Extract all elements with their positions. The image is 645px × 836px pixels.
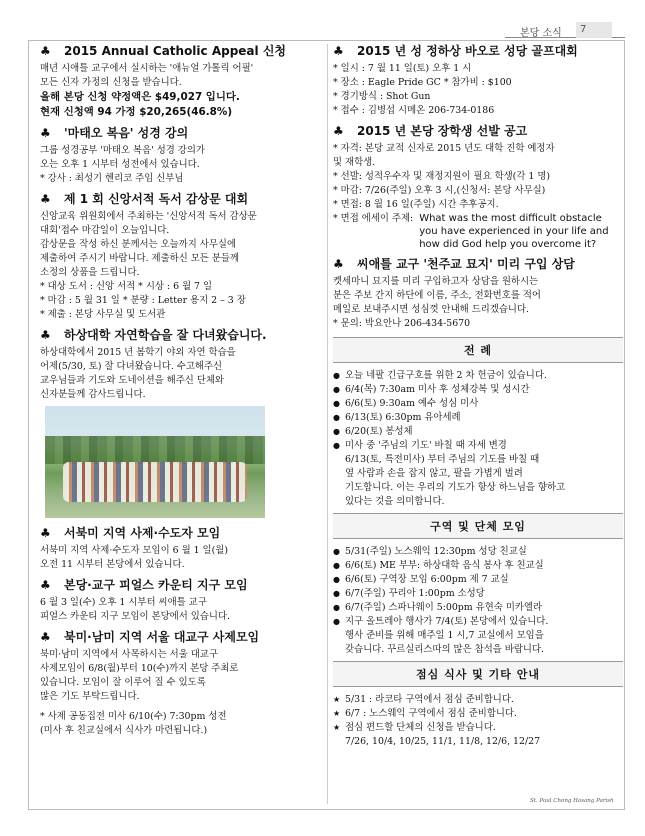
fleur-arrow-icon: ♣: [40, 630, 51, 644]
section-body: 6 월 3 일(수) 오후 1 시부터 씨애틀 교구 피얼스 카운티 지구 모임이 본당에서 있습니다.: [40, 597, 230, 622]
section-body: 매년 시애틀 교구에서 실시하는 '애뉴얼 가톨릭 어필' 모든 신자 가정의 신청을 받습니다.: [40, 63, 254, 88]
group-photo: [45, 406, 265, 518]
circle-bullet-icon: ●: [333, 575, 340, 584]
photo-people: [63, 462, 247, 502]
circle-bullet-icon: ●: [333, 399, 340, 408]
list-item: ★ 6/7 : 노스웨익 구역에서 점심 준비합니다.: [333, 708, 517, 719]
section-golf: [333, 44, 623, 118]
section-body: 서북미 지역 사제·수도자 모임이 6 월 1 일(월) 오전 11 시부터 본당에서 있습니다.: [40, 545, 228, 570]
section-priests-meeting: [40, 526, 325, 572]
list-item: ● 미사 중 '주님의 기도' 바칠 때 자세 변경 6/13(토, 특전미사) 부터 주님의 기도를 바칠 때 옆 사람과 손을 잡지 않고, 팔을 가볍게 벌려 기도합니다. 이는 우리의 기도가 항상 하느님을 향하고 있다는 것을 의미합니다.: [333, 440, 566, 507]
essay-topic: What was the most difficult obstacle you have experienced in your life and how did God help you overcome it?: [419, 213, 609, 250]
section-highlight: 올해 본당 신청 약정액은 $49,027 입니다. 현재 신청액 94 가정 $20,265(46.8%): [40, 91, 240, 118]
circle-bullet-icon: ●: [333, 441, 340, 450]
section-bible-lecture: [40, 126, 325, 186]
fleur-arrow-icon: ♣: [40, 126, 51, 140]
star-bullet-icon: ★: [333, 709, 341, 718]
section-field-trip: [40, 328, 325, 518]
section-cemetery: [333, 257, 623, 331]
section-title: 씨애틀 교구 '천주교 묘지' 미리 구입 상담: [357, 257, 575, 271]
liturgy-heading: 전 례: [333, 337, 623, 363]
section-title: 2015 년 본당 장학생 선발 공고: [357, 124, 528, 138]
fleur-arrow-icon: ♣: [40, 526, 51, 540]
groups-list: [333, 545, 623, 657]
list-item: ● 6/7(주일) 꾸리아 1:00pm 소성당: [333, 588, 485, 599]
footer-text: St. Paul Chong Hasang Parish: [530, 798, 614, 804]
section-body: 신앙교육 위원회에서 주최하는 '신앙서적 독서 감상문 대회'접수 마감일이 오늘입니다. 감상문을 작성 하신 분께서는 오늘까지 사무실에 제출하여 주시기 바랍니다. 제출하신 모든 분들께 소정의 상품을 드립니다. * 대상 도서 : 신앙 서적 * 시상 : 6 월 7 일 * 마감 : 5 월 31 일 * 분량 : Letter 용지 2 – 3 장 * 제출 : 본당 사무실 및 도서관: [40, 211, 257, 320]
fleur-arrow-icon: ♣: [333, 44, 344, 58]
section-title: 제 1 회 신앙서적 독서 감상문 대회: [64, 192, 249, 206]
list-item: ● 6/13(토) 6:30pm 유아세례: [333, 412, 461, 423]
fleur-arrow-icon: ♣: [333, 124, 344, 138]
photo-trees: [45, 436, 265, 464]
section-scholarship: [333, 124, 623, 251]
section-seoul-priests: [40, 630, 325, 738]
liturgy-list: [333, 369, 623, 509]
fleur-arrow-icon: ♣: [333, 257, 344, 271]
section-title: 하상대학 자연학습을 잘 다녀왔습니다.: [64, 328, 267, 342]
meal-list: [333, 693, 623, 749]
section-title: 북미·남미 지역 서울 대교구 사제모임: [64, 630, 260, 644]
fleur-arrow-icon: ♣: [40, 328, 51, 342]
section-body: 그룹 성경공부 '마태오 복음' 성경 강의가 오는 오후 1 시부터 성전에서 있습니다. * 강사 : 최성기 헨리코 주임 신부님: [40, 145, 205, 184]
list-item: ★ 점심 편드할 단체의 신청을 받습니다. 7/26, 10/4, 10/25, 11/1, 11/8, 12/6, 12/27: [333, 722, 541, 747]
list-item: ● 6/6(토) 구역장 모임 6:00pm 제 7 교실: [333, 574, 509, 585]
section-body: 켓세마니 묘지를 미리 구입하고자 상담을 원하시는 분은 주보 간지 하단에 이름, 주소, 전화번호를 적어 메일로 보내주시면 성심껏 안내해 드리겠습니다. * 문의: 박요안나 206-434-5670: [333, 276, 541, 329]
groups-heading: 구역 및 단체 모임: [333, 513, 623, 539]
column-divider: [327, 44, 328, 804]
list-item: ● 5/31(주일) 노스웨익 12:30pm 성당 친교실: [333, 546, 527, 557]
fleur-arrow-icon: ♣: [40, 44, 51, 58]
star-bullet-icon: ★: [333, 723, 341, 732]
header-label: 본당 소식: [520, 28, 562, 39]
circle-bullet-icon: ●: [333, 547, 340, 556]
page-number: 7: [576, 22, 612, 38]
circle-bullet-icon: ●: [333, 617, 340, 626]
circle-bullet-icon: ●: [333, 427, 340, 436]
section-body: * 자격: 본당 교적 신자로 2015 년도 대학 진학 예정자 및 재학생. * 선발: 성적우수자 및 재정지원이 필요 학생(각 1 명) * 마감: 7/26(주일) 오후 3 시,(신청서: 본당 사무실) * 면접: 8 월 16 일(주일) 시간 추후공지.: [333, 143, 555, 210]
meal-heading: 점심 식사 및 기타 안내: [333, 661, 623, 687]
section-body: * 일시 : 7 월 11 일(토) 오후 1 시 * 장소 : Eagle Pride GC * 참가비 : $100 * 경기방식 : Shot Gun * 접수 : 김병섭 시메온 206-734-0186: [333, 63, 512, 116]
section-title: 본당·교구 피얼스 카운티 지구 모임: [64, 578, 248, 592]
circle-bullet-icon: ●: [333, 413, 340, 422]
list-item: ● 오늘 네팔 긴급구호를 위한 2 차 헌금이 있습니다.: [333, 370, 547, 381]
list-item: ● 6/6(토) 9:30am 예수 성심 미사: [333, 398, 479, 409]
circle-bullet-icon: ●: [333, 561, 340, 570]
section-pierce-county: [40, 578, 325, 624]
circle-bullet-icon: ●: [333, 589, 340, 598]
section-body: 북미·남미 지역에서 사목하시는 서울 대교구 사제모임이 6/8(월)부터 10(수)까지 본당 주최로 있습니다. 모임이 잘 이루어 질 수 있도록 많은 기도 부탁드립니다.: [40, 649, 239, 702]
circle-bullet-icon: ●: [333, 385, 340, 394]
section-body: 하상대학에서 2015 년 봄학기 야외 자연 학습을 어제(5/30, 토) 잘 다녀왔습니다. 수고해주신 교우님들과 기도와 도네이션을 해주신 단체와 신자분들께 감사드립니다.: [40, 347, 236, 400]
list-item: ● 6/4(목) 7:30am 미사 후 성체강복 및 성시간: [333, 384, 530, 395]
section-title: '마태오 복음' 성경 강의: [64, 126, 189, 140]
left-column: [40, 44, 325, 744]
section-title: 2015 년 성 정하상 바오로 성당 골프대회: [357, 44, 578, 58]
section-title: 서북미 지역 사제·수도자 모임: [64, 526, 221, 540]
circle-bullet-icon: ●: [333, 371, 340, 380]
essay-label: * 면접 에세이 주제:: [333, 213, 414, 224]
section-title: 2015 Annual Catholic Appeal 신청: [64, 44, 287, 58]
section-annual-appeal: [40, 44, 325, 120]
right-column: [333, 44, 623, 749]
list-item: ● 6/6(토) ME 부부: 하상대학 음식 봉사 후 친교실: [333, 560, 544, 571]
list-item: ● 6/7(주일) 스파나웨이 5:00pm 유현숙 미카엘라: [333, 602, 543, 613]
section-note: * 사제 공동집전 미사 6/10(수) 7:30pm 성전 (미사 후 친교실에서 식사가 마련됩니다.): [40, 711, 227, 736]
circle-bullet-icon: ●: [333, 603, 340, 612]
section-book-report: [40, 192, 325, 322]
list-item: ★ 5/31 : 라코타 구역에서 점심 준비합니다.: [333, 694, 514, 705]
fleur-arrow-icon: ♣: [40, 578, 51, 592]
star-bullet-icon: ★: [333, 695, 341, 704]
list-item: ● 지구 올트레아 행사가 7/4(토) 본당에서 있습니다. 행사 준비를 위해 매주일 1 시,7 교실에서 모임을 갖습니다. 꾸르실리스따의 많은 참석을 바랍니다.: [333, 616, 549, 655]
list-item: ● 6/20(토) 봉성체: [333, 426, 413, 437]
fleur-arrow-icon: ♣: [40, 192, 51, 206]
